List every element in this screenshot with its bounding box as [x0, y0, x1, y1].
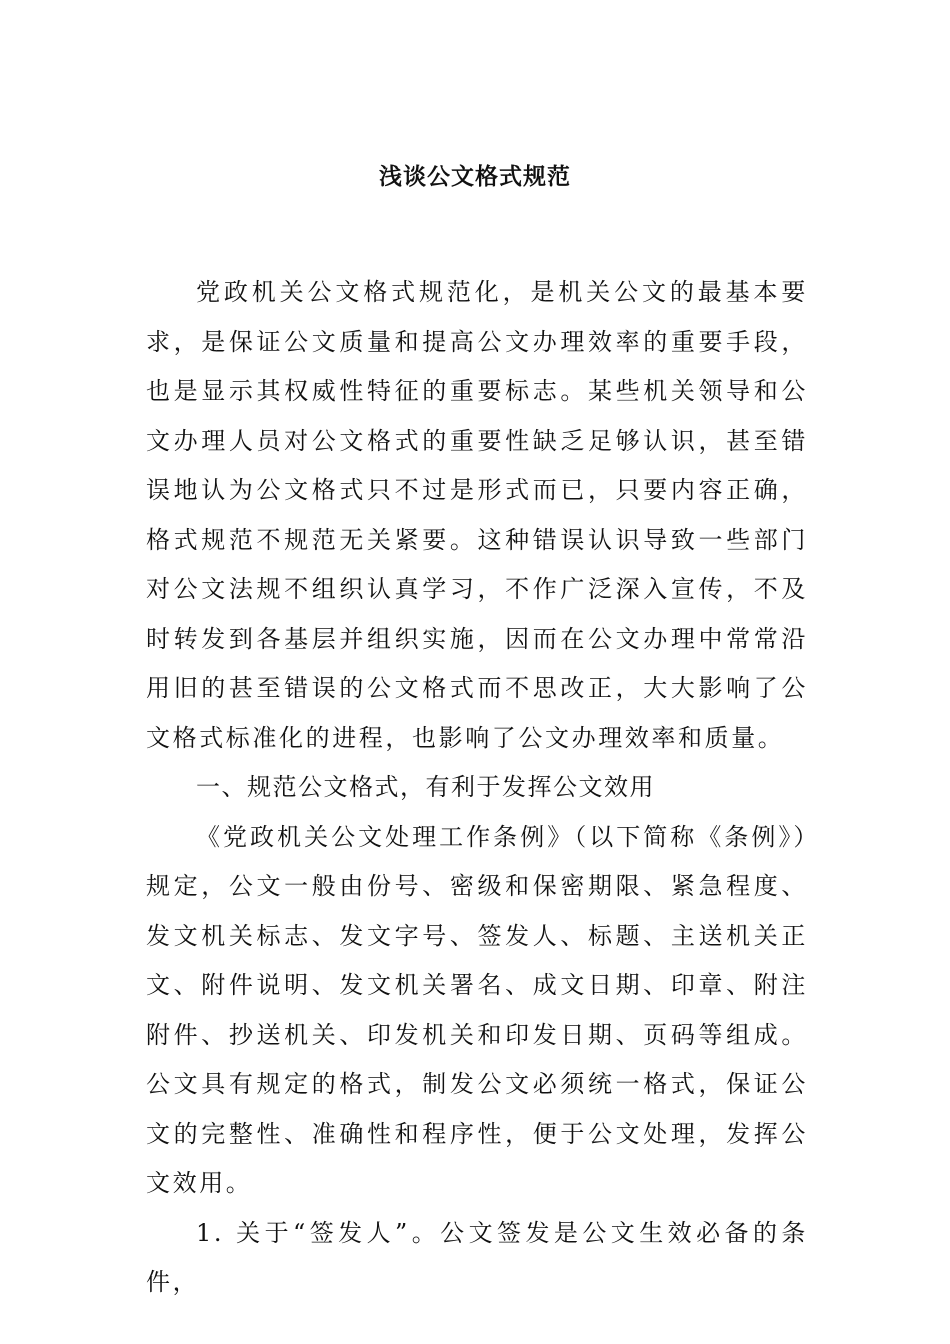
- body-paragraph-signer: 1. 关于“签发人”。公文签发是公文生效必备的条件，: [146, 1218, 808, 1296]
- document-body: [146, 268, 808, 1308]
- section-heading-1: 一、规范公文格式，有利于发挥公文效用: [196, 773, 655, 801]
- body-paragraph-intro: 党政机关公文格式规范化，是机关公文的最基本要求，是保证公文质量和提高公文办理效率的重要手段，也是显示其权威性特征的重要标志。某些机关领导和公文办理人员对公文格式的重要性缺乏足够认识，甚至错误地认为公文格式只不过是形式而已，只要内容正确，格式规范不规范无关紧要。这种错误认识导致一些部门对公文法规不组织认真学习，不作广泛深入宣传，不及时转发到各基层并组织实施，因而在公文办理中常常沿用旧的甚至错误的公文格式而不思改正，大大影响了公文格式标准化的进程，也影响了公文办理效率和质量。: [146, 278, 808, 752]
- body-paragraph-regulation: 《党政机关公文处理工作条例》（以下简称《条例》）规定，公文一般由份号、密级和保密期限、紧急程度、发文机关标志、发文字号、签发人、标题、主送机关正文、附件说明、发文机关署名、成文日期、印章、附注附件、抄送机关、印发机关和印发日期、页码等组成。公文具有规定的格式，制发公文必须统一格式，保证公文的完整性、准确性和程序性，便于公文处理，发挥公文效用。: [146, 822, 808, 1197]
- document-title: 浅谈公文格式规范: [379, 164, 571, 190]
